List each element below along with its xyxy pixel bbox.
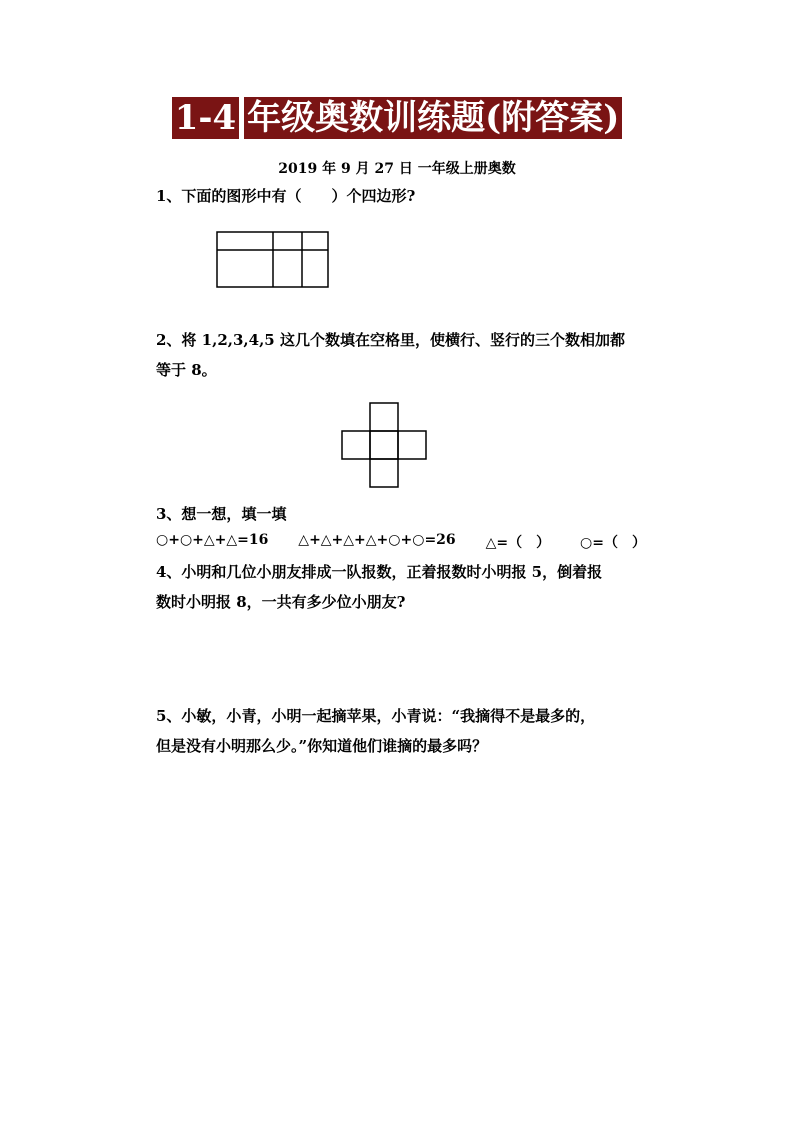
grid-cell-center: [370, 431, 398, 459]
question-5: [156, 701, 646, 761]
question-3: [156, 499, 656, 529]
formula-2: △+△+△+△+○+○=26: [298, 532, 456, 548]
question-1-text: 1、下面的图形中有（ ）个四边形?: [156, 187, 416, 205]
question-3-formulas: [156, 532, 646, 552]
question-2: [156, 325, 646, 385]
question-4-line-2: 数时小明报 8，一共有多少位小朋友?: [156, 593, 406, 611]
title-grade-range: 1-4: [172, 97, 239, 139]
grid-cell-bottom: [370, 459, 398, 487]
subtitle-date: 2019 年 9 月 27 日 一年级上册奥数: [278, 161, 516, 177]
question-2-line-2: 等于 8。: [156, 361, 217, 379]
page-title: [0, 97, 794, 139]
cross-grid-figure: [341, 402, 429, 490]
title-main: 年级奥数训练题(附答案): [244, 97, 622, 139]
grid-cell-left: [342, 431, 370, 459]
grid-cell-top: [370, 403, 398, 431]
question-1: [156, 181, 656, 211]
quadrilateral-figure: [216, 231, 330, 289]
question-3-text: 3、想一想，填一填: [156, 505, 287, 523]
question-5-line-2: 但是没有小明那么少。”你知道他们谁摘的最多吗？: [156, 737, 488, 755]
question-4-line-1: 4、小明和几位小朋友排成一队报数，正着报数时小明报 5，倒着报: [156, 563, 603, 581]
formula-1: ○+○+△+△=16: [156, 532, 269, 548]
formula-3: △=（ ）: [485, 535, 551, 551]
question-2-line-1: 2、将 1,2,3,4,5 这几个数填在空格里，使横行、竖行的三个数相加都: [156, 331, 625, 349]
question-4: [156, 557, 646, 617]
question-5-line-1: 5、小敏，小青，小明一起摘苹果，小青说：“我摘得不是最多的，: [156, 707, 596, 725]
formula-4: ○=（ ）: [580, 535, 646, 551]
grid-cell-right: [398, 431, 426, 459]
